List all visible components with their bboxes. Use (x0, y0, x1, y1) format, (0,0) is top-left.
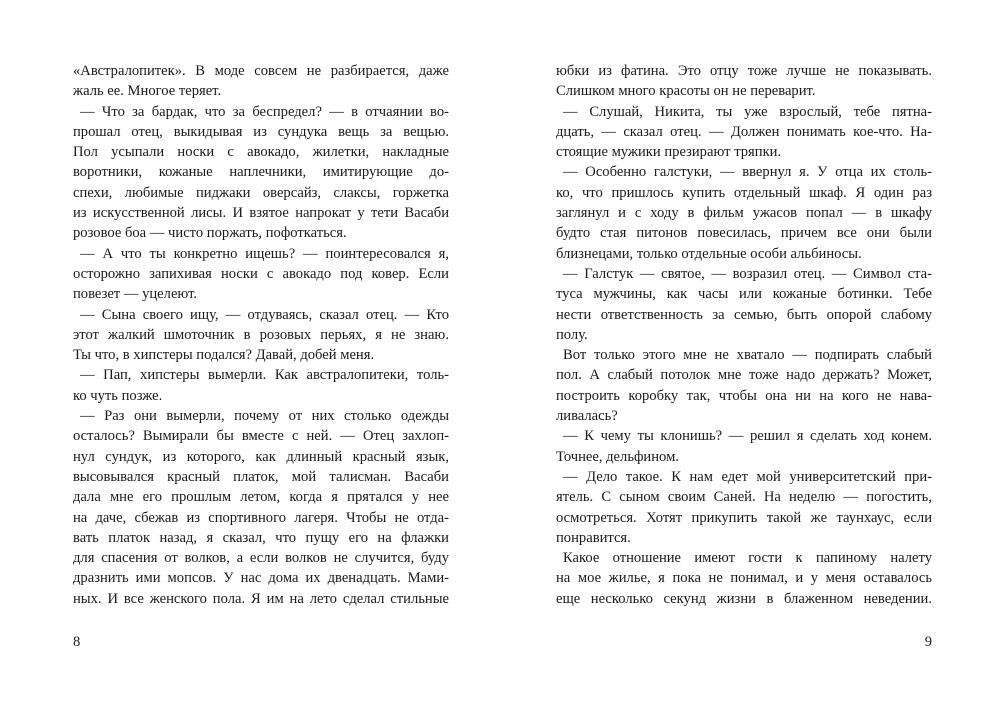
text-line: спехи, любимые пиджаки оверсайз, слаксы, горжетка (73, 184, 449, 201)
text-line: Точнее, дельфином. (556, 448, 679, 465)
text-line: туса мужчины, как часы или кожаные ботинки. Тебе (556, 286, 932, 303)
text-line: — Раз они вымерли, почему от них столько одежды (80, 408, 449, 425)
left-page-number: 8 (73, 634, 81, 650)
text-line: — Сына своего ищу, — отдуваясь, сказал отец. — Кто (80, 306, 449, 323)
text-line: еще несколько секунд жизни в блаженном неведении. (556, 590, 932, 607)
right-page-number: 9 (924, 634, 932, 650)
text-line: Пол усыпали носки с авокадо, жилетки, накладные (73, 144, 449, 161)
text-line: юбки из фатина. Это отцу тоже лучше не показывать. (556, 63, 932, 79)
text-line: — Пап, хипстеры вымерли. Как австралопитеки, толь- (80, 367, 449, 384)
text-line: из искусственной лисы. И взятое напрокат у тети Васаби (73, 205, 449, 222)
text-line: нести ответственность за семью, быть опорой слабому (556, 306, 932, 323)
text-line: — Особенно галстуки, — ввернул я. У отца их столь- (563, 164, 932, 181)
text-line: построить коробку так, чтобы она ни на кого не нава- (556, 387, 932, 404)
text-line: Какое отношение имеют гости к папиному налету (563, 550, 932, 567)
text-line: близнецами, только отдельные особи альбиносы. (556, 245, 862, 262)
text-line: осталось? Вымирали бы вместе с ней. — Отец захлоп- (73, 428, 449, 445)
text-line: пол. А слабый потолок мне тоже надо держать? Может, (556, 367, 932, 384)
text-line: ных. И все женского пола. Я им на лето сделал стильные (73, 590, 449, 607)
text-line: на даче, сбежав из спортивного лагеря. Чтобы не отда- (73, 509, 449, 526)
right-page-text (556, 61, 932, 609)
text-line: вать платок назад, я сказал, что пущу его на флажки (73, 529, 449, 546)
text-line: нул сундук, из которого, как длинный красный язык, (73, 448, 449, 465)
text-line: жаль ее. Многое теряет. (73, 83, 222, 100)
text-line: ливалась? (556, 408, 618, 425)
text-line: заглянул и с ходу в фильм ужасов попал — в шкафу (556, 205, 932, 222)
text-line: — К чему ты клонишь? — решил я сделать ход конем. (563, 428, 932, 445)
text-line: Вот только этого мне не хватало — подпирать слабый (563, 347, 932, 364)
text-line: дразнить ими мопсов. У нас дома их двенадцать. Мами- (73, 570, 449, 587)
text-line: — А что ты конкретно ищешь? — поинтересовался я, (80, 245, 449, 262)
text-line: прошал отец, выкидывая из сундука вещь за вещью. (73, 123, 449, 140)
text-line: ятель. С сыном своим Саней. На неделю — погостить, (556, 489, 932, 506)
text-line: понравится. (556, 529, 631, 546)
left-page-text (73, 61, 449, 609)
text-line: осторожно запихивая носки с авокадо под ковер. Если (73, 265, 449, 282)
text-line: будто стая питонов повесилась, причем все они были (556, 225, 932, 242)
text-line: — Слушай, Никита, ты уже взрослый, тебе пятна- (563, 103, 932, 120)
text-line: осмотреться. Хотят прикупить такой же таунхаус, если (556, 509, 932, 526)
text-line: «Австралопитек». В моде совсем не разбирается, даже (73, 63, 449, 79)
text-line: полу. (556, 326, 588, 343)
text-line: дала мне его прошлым летом, когда я прятался у нее (73, 489, 449, 506)
text-line: для спасения от волков, а если волков не случится, буду (73, 550, 449, 567)
text-line: Ты что, в хипстеры подался? Давай, добей меня. (73, 347, 375, 364)
text-line: — Дело такое. К нам едет мой университетский при- (563, 468, 932, 485)
text-line: этот жалкий шмоточник в розовых перьях, я не знаю. (73, 326, 449, 343)
text-line: на мое жилье, я пока не понимал, и у меня оставалось (556, 570, 932, 587)
text-line: — Галстук — святое, — возразил отец. — Символ ста- (563, 265, 932, 282)
text-line: дцать, — сказал отец. — Должен понимать кое-что. На- (556, 123, 932, 140)
text-line: воротники, кожаные наплечники, имитирующие до- (73, 164, 449, 181)
text-line: стоящие мужики презирают тряпки. (556, 144, 782, 161)
text-line: высовывался красный платок, мой талисман. Васаби (73, 468, 449, 485)
right-page (556, 0, 932, 704)
text-line: повезет — уцелеют. (73, 286, 198, 303)
text-line: — Что за бардак, что за беспредел? — в отчаянии во- (80, 103, 449, 120)
text-line: ко, что пришлось купить отдельный шкаф. Я один раз (556, 184, 932, 201)
left-page (73, 0, 449, 704)
text-line: розовое боа — чисто поржать, пофоткаться. (73, 225, 347, 242)
text-line: Слишком много красоты он не переварит. (556, 83, 816, 100)
text-line: ко чуть позже. (73, 387, 163, 404)
